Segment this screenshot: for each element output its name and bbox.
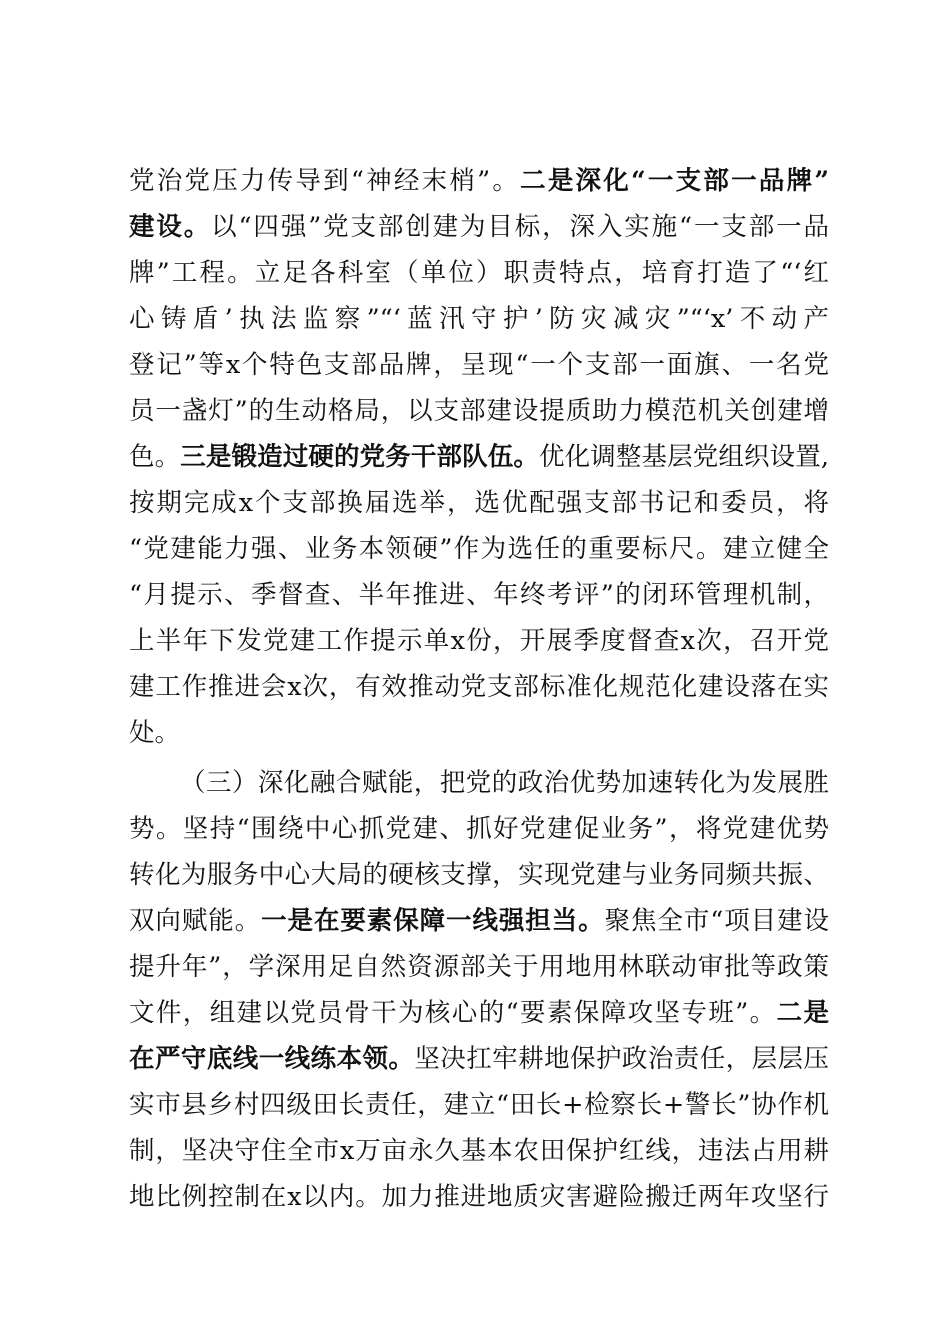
text-line bbox=[129, 852, 829, 898]
text-run: 处。 bbox=[129, 718, 181, 748]
text-line bbox=[129, 388, 829, 434]
text-run: 心铸盾’执法监察”“‘蓝汛守护’防灾减灾”“‘x’不动产 bbox=[129, 304, 829, 334]
text-run: 聚焦全市“项目建设 bbox=[604, 906, 829, 936]
bold-heading-run: 二是深化“一支部一品牌” bbox=[520, 166, 829, 196]
text-run: 坚决扛牢耕地保护政治责任，层层压 bbox=[414, 1044, 829, 1074]
text-run: 文件，组建以党员骨干为核心的“要素保障攻坚专班”。 bbox=[129, 998, 777, 1028]
text-run: 实市县乡村四级田长责任，建立“田长+检察长+警长”协作机 bbox=[129, 1090, 829, 1120]
bold-heading-run: 二是 bbox=[776, 998, 829, 1028]
text-line bbox=[129, 572, 829, 618]
bold-heading-run: 建设。 bbox=[129, 212, 212, 242]
text-line bbox=[129, 664, 829, 710]
text-run: 色。 bbox=[129, 442, 181, 472]
text-line bbox=[129, 342, 829, 388]
text-line bbox=[129, 1128, 829, 1174]
text-line bbox=[129, 1036, 829, 1082]
text-run: “党建能力强、业务本领硬”作为选任的重要标尺。建立健全 bbox=[129, 534, 829, 564]
text-run: 提升年”，学深用足自然资源部关于用地用林联动审批等政策 bbox=[129, 952, 829, 982]
text-run: 转化为服务中心大局的硬核支撑，实现党建与业务同频共振、 bbox=[129, 860, 829, 890]
text-run: 优化调整基层党组织设置, bbox=[539, 442, 829, 472]
text-line bbox=[129, 710, 829, 756]
text-line bbox=[129, 898, 829, 944]
text-line bbox=[129, 526, 829, 572]
text-run: 员一盏灯”的生动格局，以支部建设提质助力模范机关创建增 bbox=[129, 396, 829, 426]
text-run: 地比例控制在x以内。加力推进地质灾害避险搬迁两年攻坚行 bbox=[129, 1182, 829, 1212]
text-line bbox=[129, 990, 829, 1036]
text-line bbox=[129, 1174, 829, 1220]
text-line bbox=[129, 618, 829, 664]
text-line bbox=[129, 944, 829, 990]
text-run: 以“四强”党支部创建为目标，深入实施“一支部一品 bbox=[211, 212, 829, 242]
text-line bbox=[129, 296, 829, 342]
text-run: 势。坚持“围绕中心抓党建、抓好党建促业务”，将党建优势 bbox=[129, 814, 829, 844]
text-run: 党治党压力传导到“神经末梢”。 bbox=[129, 166, 521, 196]
bold-heading-run: 在严守底线一线练本领。 bbox=[129, 1044, 415, 1074]
text-line bbox=[129, 434, 829, 480]
text-run: “月提示、季督查、半年推进、年终考评”的闭环管理机制， bbox=[129, 580, 829, 610]
bold-heading-run: 三是锻造过硬的党务干部队伍。 bbox=[180, 442, 539, 472]
text-run: 建工作推进会x次，有效推动党支部标准化规范化建设落在实 bbox=[129, 672, 829, 702]
text-line bbox=[129, 158, 829, 204]
text-line bbox=[129, 480, 829, 526]
bold-heading-run: 一是在要素保障一线强担当。 bbox=[261, 906, 605, 936]
text-run: 双向赋能。 bbox=[129, 906, 262, 936]
text-line bbox=[129, 1082, 829, 1128]
text-line bbox=[129, 204, 829, 250]
text-run: 制，坚决守住全市x万亩永久基本农田保护红线，违法占用耕 bbox=[129, 1136, 829, 1166]
text-run: 上半年下发党建工作提示单x份，开展季度督查x次，召开党 bbox=[129, 626, 829, 656]
text-run: 按期完成x个支部换届选举，选优配强支部书记和委员，将 bbox=[129, 488, 829, 518]
text-line bbox=[129, 250, 829, 296]
text-run: 牌”工程。立足各科室（单位）职责特点，培育打造了“‘红 bbox=[129, 258, 829, 288]
text-run: （三）深化融合赋能，把党的政治优势加速转化为发展胜 bbox=[180, 768, 829, 798]
text-run: 登记”等x个特色支部品牌，呈现“一个支部一面旗、一名党 bbox=[129, 350, 829, 380]
section-heading-line bbox=[180, 760, 829, 806]
text-line bbox=[129, 806, 829, 852]
